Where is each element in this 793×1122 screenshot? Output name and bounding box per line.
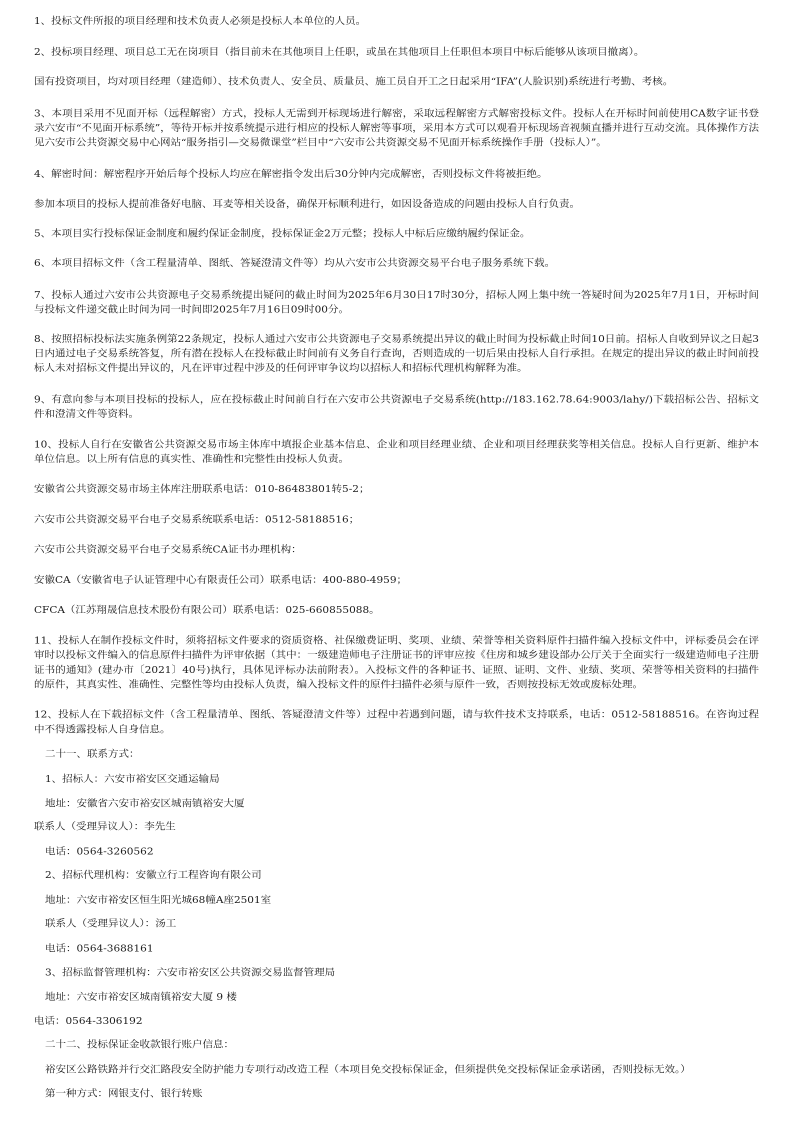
paragraph-9: 7、投标人通过六安市公共资源电子交易系统提出疑问的截止时间为2025年6月30日17时30分，招标人网上集中统一答疑时间为2025年7月1日，开标时间与投标文件递交截止时间为同一时间即2025年7月16日09时00分。 bbox=[34, 289, 759, 316]
contact-supervisor: 3、招标监督管理机构：六安市裕安区公共资源交易监督管理局 bbox=[45, 967, 336, 979]
section-21-heading: 二十一、联系方式： bbox=[45, 748, 140, 760]
paragraph-17: CFCA（江苏翔晟信息技术股份有限公司）联系电话：025-660855088。 bbox=[34, 604, 380, 616]
contact-agency: 2、招标代理机构：安徽立行工程咨询有限公司 bbox=[45, 869, 262, 881]
paragraph-18: 11、投标人在制作投标文件时，须将招标文件要求的资质资格、社保缴费证明、奖项、业绩、荣誉等相关资料原件扫描件编入投标文件中，评标委员会在评审时以投标文件编入的信息原件扫描件为评审依据（其中：一级建造师电子注册证书的评审应按《住房和城乡建设部办公厅关于全面实行一级建造师电子注册证书的通知》(建办市〔2021〕40号)执行，具体见评标办法前附表）。入投标文件的各种证书、证照、证明、文件、业绩、奖项、荣誉等相关资料的扫描件的原件，其真实性、准确性、完整性等均由投标人负责，编入投标文件的原件扫描件必须与原件一致，否则按投标无效或废标处理。 bbox=[34, 635, 759, 691]
contact-agency-address: 地址：六安市裕安区恒生阳光城68幢A座2501室 bbox=[45, 894, 272, 906]
paragraph-16: 安徽CA（安徽省电子认证管理中心有限责任公司）联系电话：400-880-4959； bbox=[34, 574, 408, 586]
paragraph-13: 安徽省公共资源交易市场主体库注册联系电话：010-86483801转5-2； bbox=[34, 483, 370, 495]
bank-account-project: 裕安区公路铁路并行交汇路段安全防护能力专项行动改造工程（本项目免交投标保证金，但须提供免交投标保证金承诺函，否则投标无效。） bbox=[45, 1064, 691, 1076]
paragraph-3: 国有投资项目，均对项目经理（建造师）、技术负责人、安全员、质量员、施工员自开工之日起采用“IFA”(人脸识别)系统进行考勤、考核。 bbox=[34, 76, 674, 88]
contact-tenderer-phone: 电话：0564-3260562 bbox=[45, 846, 154, 858]
contact-agency-phone: 电话：0564-3688161 bbox=[45, 943, 154, 955]
paragraph-1: 1、投标文件所报的项目经理和技术负责人必须是投标人本单位的人员。 bbox=[34, 15, 367, 27]
paragraph-10: 8、按照招标投标法实施条例第22条规定，投标人通过六安市公共资源电子交易系统提出异议的截止时间为投标截止时间10日前。招标人自收到异议之日起3日内通过电子交易系统答复，所有潜在投标人在投标截止时间前有义务自行查询，否则造成的一切后果由投标人自行承担。在规定的提出异议的截止时间前投标人未对招标文件提出异议的，凡在评审过程中涉及的任何评审争议均以招标人和招标代理机构解释为准。 bbox=[34, 333, 759, 374]
section-22-heading: 二十二、投标保证金收款银行账户信息： bbox=[45, 1039, 234, 1051]
paragraph-19: 12、投标人在下载招标文件（含工程量清单、图纸、答疑澄清文件等）过程中若遇到问题，请与软件技术支持联系，电话：0512-58188516。在咨询过程中不得透露投标人自身信息。 bbox=[34, 709, 759, 736]
paragraph-6: 参加本项目的投标人提前准备好电脑、耳麦等相关设备，确保开标顺利进行，如因设备造成的问题由投标人自行负责。 bbox=[34, 198, 580, 210]
contact-tenderer-person: 联系人（受理异议人）：李先生 bbox=[34, 821, 176, 833]
contact-supervisor-phone: 电话：0564-3306192 bbox=[34, 1015, 143, 1027]
contact-tenderer: 1、招标人：六安市裕安区交通运输局 bbox=[45, 773, 220, 785]
payment-method-1: 第一种方式：网银支付、银行转账 bbox=[45, 1088, 203, 1100]
paragraph-11: 9、有意向参与本项目投标的投标人，应在投标截止时间前自行在六安市公共资源电子交易系统(http://183.162.78.64:9003/lahy/)下载招标公告、招标文件和澄清文件等资料。 bbox=[34, 394, 759, 420]
paragraph-14: 六安市公共资源交易平台电子交易系统联系电话：0512-58188516； bbox=[34, 514, 360, 526]
paragraph-7: 5、本项目实行投标保证金制度和履约保证金制度，投标保证金2万元整；投标人中标后应缴纳履约保证金。 bbox=[34, 228, 531, 240]
contact-tenderer-address: 地址：安徽省六安市裕安区城南镇裕安大厦 bbox=[45, 798, 245, 810]
contact-agency-person: 联系人（受理异议人）：汤工 bbox=[45, 918, 177, 930]
paragraph-5: 4、解密时间：解密程序开始后每个投标人均应在解密指令发出后30分钟内完成解密，否则投标文件将被拒绝。 bbox=[34, 168, 548, 180]
paragraph-4: 3、本项目采用不见面开标（远程解密）方式，投标人无需到开标现场进行解密，采取远程解密方式解密投标文件。投标人在开标时间前使用CA数字证书登录六安市“不见面开标系统”，等待开标并按系统提示进行相应的投标人解密等事项，采用本方式可以观看开标现场音视频直播并进行互动交流。具体操作方法见六安市公共资源交易中心网站“服务指引—交易微课堂”栏目中“六安市公共资源交易不见面开标系统操作手册（投标人）”。 bbox=[34, 108, 759, 149]
contact-supervisor-address: 地址：六安市裕安区城南镇裕安大厦 9 楼 bbox=[45, 991, 237, 1003]
paragraph-12: 10、投标人自行在安徽省公共资源交易市场主体库中填报企业基本信息、企业和项目经理业绩、企业和项目经理获奖等相关信息。投标人自行更新、维护本单位信息。以上所有信息的真实性、准确性和完整性由投标人负责。 bbox=[34, 439, 759, 465]
paragraph-8: 6、本项目招标文件（含工程量清单、图纸、答疑澄清文件等）均从六安市公共资源交易平台电子服务系统下载。 bbox=[34, 257, 556, 269]
paragraph-15: 六安市公共资源交易平台电子交易系统CA证书办理机构： bbox=[34, 544, 302, 556]
paragraph-2: 2、投标项目经理、项目总工无在岗项目（指目前未在其他项目上任职，或虽在其他项目上任职但本项目中标后能够从该项目撤离）。 bbox=[34, 46, 645, 58]
